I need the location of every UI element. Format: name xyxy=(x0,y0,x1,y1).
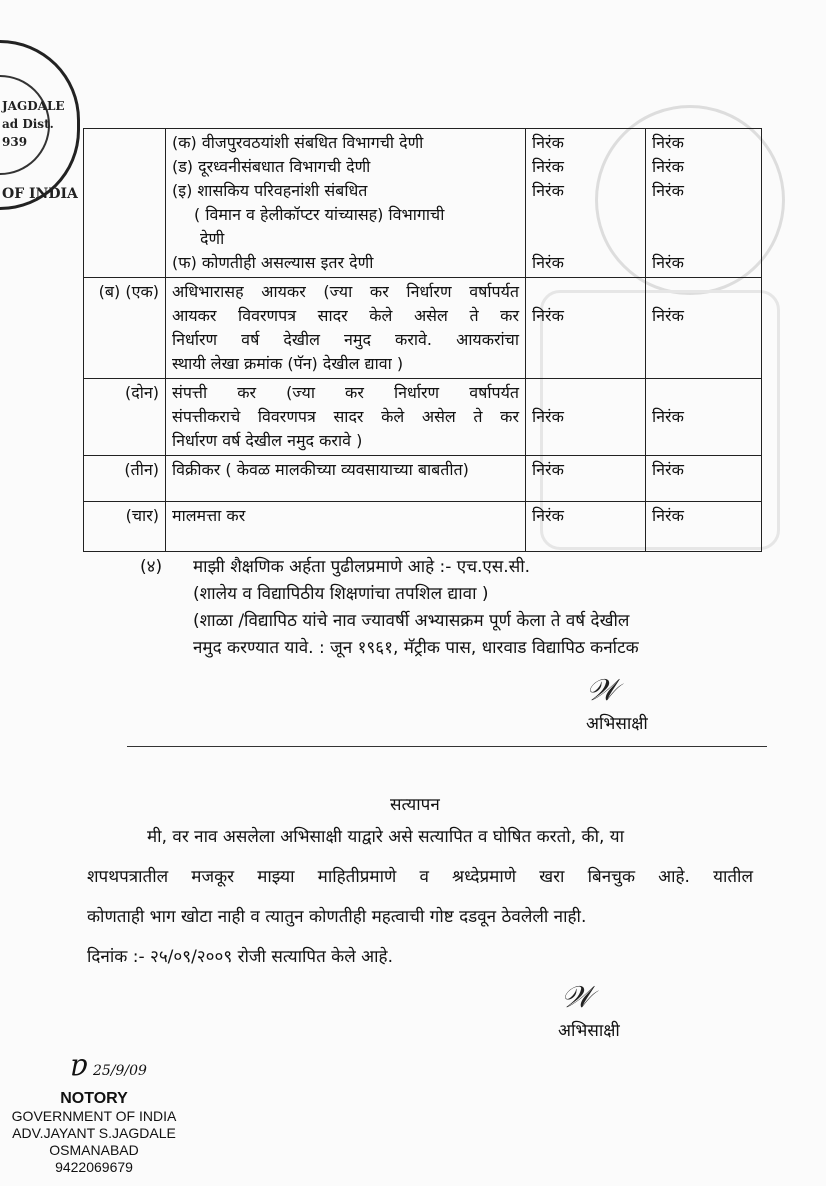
line-text: स्थायी लेखा क्रमांक (पॅन) देखील द्यावा ) xyxy=(172,354,404,373)
value-cell xyxy=(646,278,762,379)
row-description: मालमत्ता कर xyxy=(166,502,526,552)
value-text: निरंक xyxy=(532,181,564,200)
notary-line: GOVERNMENT OF INDIA xyxy=(11,1108,177,1124)
value-text: निरंक xyxy=(652,133,684,152)
notary-phone: 9422069679 xyxy=(55,1159,133,1175)
line-text: निर्धारण वर्ष देखील नमुद करावे. आयकरांचा xyxy=(172,330,519,349)
value-text: निरंक xyxy=(532,306,564,325)
section-divider xyxy=(127,746,767,747)
value-cell xyxy=(526,129,646,278)
deponent-signature-block xyxy=(545,977,725,1043)
row-number: (दोन) xyxy=(84,379,166,456)
value-text: निरंक xyxy=(652,181,684,200)
education-line: (शालेय व विद्यापिठीय शिक्षणांचा तपशिल द्यावा ) xyxy=(193,584,489,604)
value-text: निरंक xyxy=(532,133,564,152)
row-number: (तीन) xyxy=(84,456,166,502)
row-description xyxy=(166,129,526,278)
line-text: संपत्तीकराचे विवरणपत्र सादर केले असेल ते कर xyxy=(172,407,519,426)
stamp-text: 939 xyxy=(2,135,28,149)
education-number: (४) xyxy=(140,557,163,577)
education-line: (शाळा /विद्यापिठ यांचे नाव ज्यावर्षी अभ्यासक्रम पूर्ण केला ते वर्ष देखील xyxy=(193,611,630,631)
value-cell xyxy=(526,379,646,456)
value-text: निरंक xyxy=(532,253,564,272)
value-cell xyxy=(526,278,646,379)
education-line: माझी शैक्षणिक अर्हता पुढीलप्रमाणे आहे :- एच.एस.सी. xyxy=(193,557,531,577)
verification-line: कोणताही भाग खोटा नाही व त्यातुन कोणतीही महत्वाची गोष्ट दडवून ठेवलेली नाही. xyxy=(87,907,587,927)
value-cell: निरंक xyxy=(646,456,762,502)
value-cell: निरंक xyxy=(526,456,646,502)
value-text: निरंक xyxy=(652,157,684,176)
row-description xyxy=(166,278,526,379)
row-number: (चार) xyxy=(84,502,166,552)
row-description xyxy=(166,379,526,456)
value-text: निरंक xyxy=(532,407,564,426)
value-text: निरंक xyxy=(652,306,684,325)
stamp-ring-text: OF INDIA xyxy=(2,186,78,202)
notary-name: ADV.JAYANT S.JAGDALE xyxy=(12,1125,176,1141)
stamp-text: ad Dist. xyxy=(2,117,54,131)
notary-signature xyxy=(70,1043,826,1089)
education-section xyxy=(140,554,762,662)
verification-line: मी, वर नाव असलेला अभिसाक्षी याद्वारे असे सत्यापित व घोषित करतो, की, या xyxy=(147,827,625,847)
deponent-signature: 𝒲 xyxy=(586,673,618,708)
value-text: निरंक xyxy=(532,157,564,176)
notary-signature-date: 25/9/09 xyxy=(92,1063,147,1079)
row-number xyxy=(84,129,166,278)
verification-title: सत्यापन xyxy=(390,795,440,815)
item-text: (फ) कोणतीही असल्यास इतर देणी xyxy=(172,253,374,272)
line-text: संपत्ती कर (ज्या कर निर्धारण वर्षापर्यत xyxy=(172,383,519,402)
row-description: विक्रीकर ( केवळ मालकीच्या व्यवसायाच्या बाबतीत) xyxy=(166,456,526,502)
verification-text xyxy=(87,817,753,977)
table-row xyxy=(84,502,762,552)
value-cell xyxy=(646,379,762,456)
verification-line: शपथपत्रातील मजकूर माझ्या माहितीप्रमाणे व श्रध्देप्रमाणे खरा बिनचुक आहे. यातील xyxy=(87,867,753,887)
table-row xyxy=(84,379,762,456)
value-cell xyxy=(646,129,762,278)
value-text: निरंक xyxy=(652,407,684,426)
tax-dues-table xyxy=(83,128,762,552)
item-text: देणी xyxy=(200,229,225,248)
line-text: अधिभारासह आयकर (ज्या कर निर्धारण वर्षापर्यत xyxy=(172,282,519,301)
line-text: आयकर विवरणपत्र सादर केले असेल ते कर xyxy=(172,306,519,325)
notary-signature-mark: ɐ xyxy=(70,1048,88,1083)
item-text: (इ) शासकिय परिवहनांशी संबधित xyxy=(172,181,368,200)
item-text: (ड) दूरध्वनीसंबधात विभागची देणी xyxy=(172,157,371,176)
deponent-signature-block xyxy=(570,670,750,736)
stamp-text: JAGDALE xyxy=(2,99,65,113)
table-row xyxy=(84,456,762,502)
table-row xyxy=(84,278,762,379)
verification-line: दिनांक :- २५/०९/२००९ रोजी सत्यापित केले आहे. xyxy=(87,947,393,967)
notary-stamp xyxy=(6,1089,182,1176)
deponent-label: अभिसाक्षी xyxy=(586,714,648,734)
table-row xyxy=(84,129,762,278)
notary-place: OSMANABAD xyxy=(49,1142,139,1158)
education-line: नमुद करण्यात यावे. : जून १९६१, मॅट्रीक पास, धारवाड विद्यापिठ कर्नाटक xyxy=(193,638,639,658)
line-text: निर्धारण वर्ष देखील नमुद करावे ) xyxy=(172,431,363,450)
value-text: निरंक xyxy=(652,253,684,272)
item-text: (क) वीजपुरवठयांशी संबधित विभागची देणी xyxy=(172,133,424,152)
notary-title: NOTORY xyxy=(60,1090,128,1107)
item-text: ( विमान व हेलीकॉप्टर यांच्यासह) विभागाची xyxy=(194,205,445,224)
row-number: (ब) (एक) xyxy=(84,278,166,379)
deponent-label: अभिसाक्षी xyxy=(558,1021,620,1041)
value-cell: निरंक xyxy=(526,502,646,552)
value-cell: निरंक xyxy=(646,502,762,552)
deponent-signature: 𝒲 xyxy=(561,980,593,1015)
